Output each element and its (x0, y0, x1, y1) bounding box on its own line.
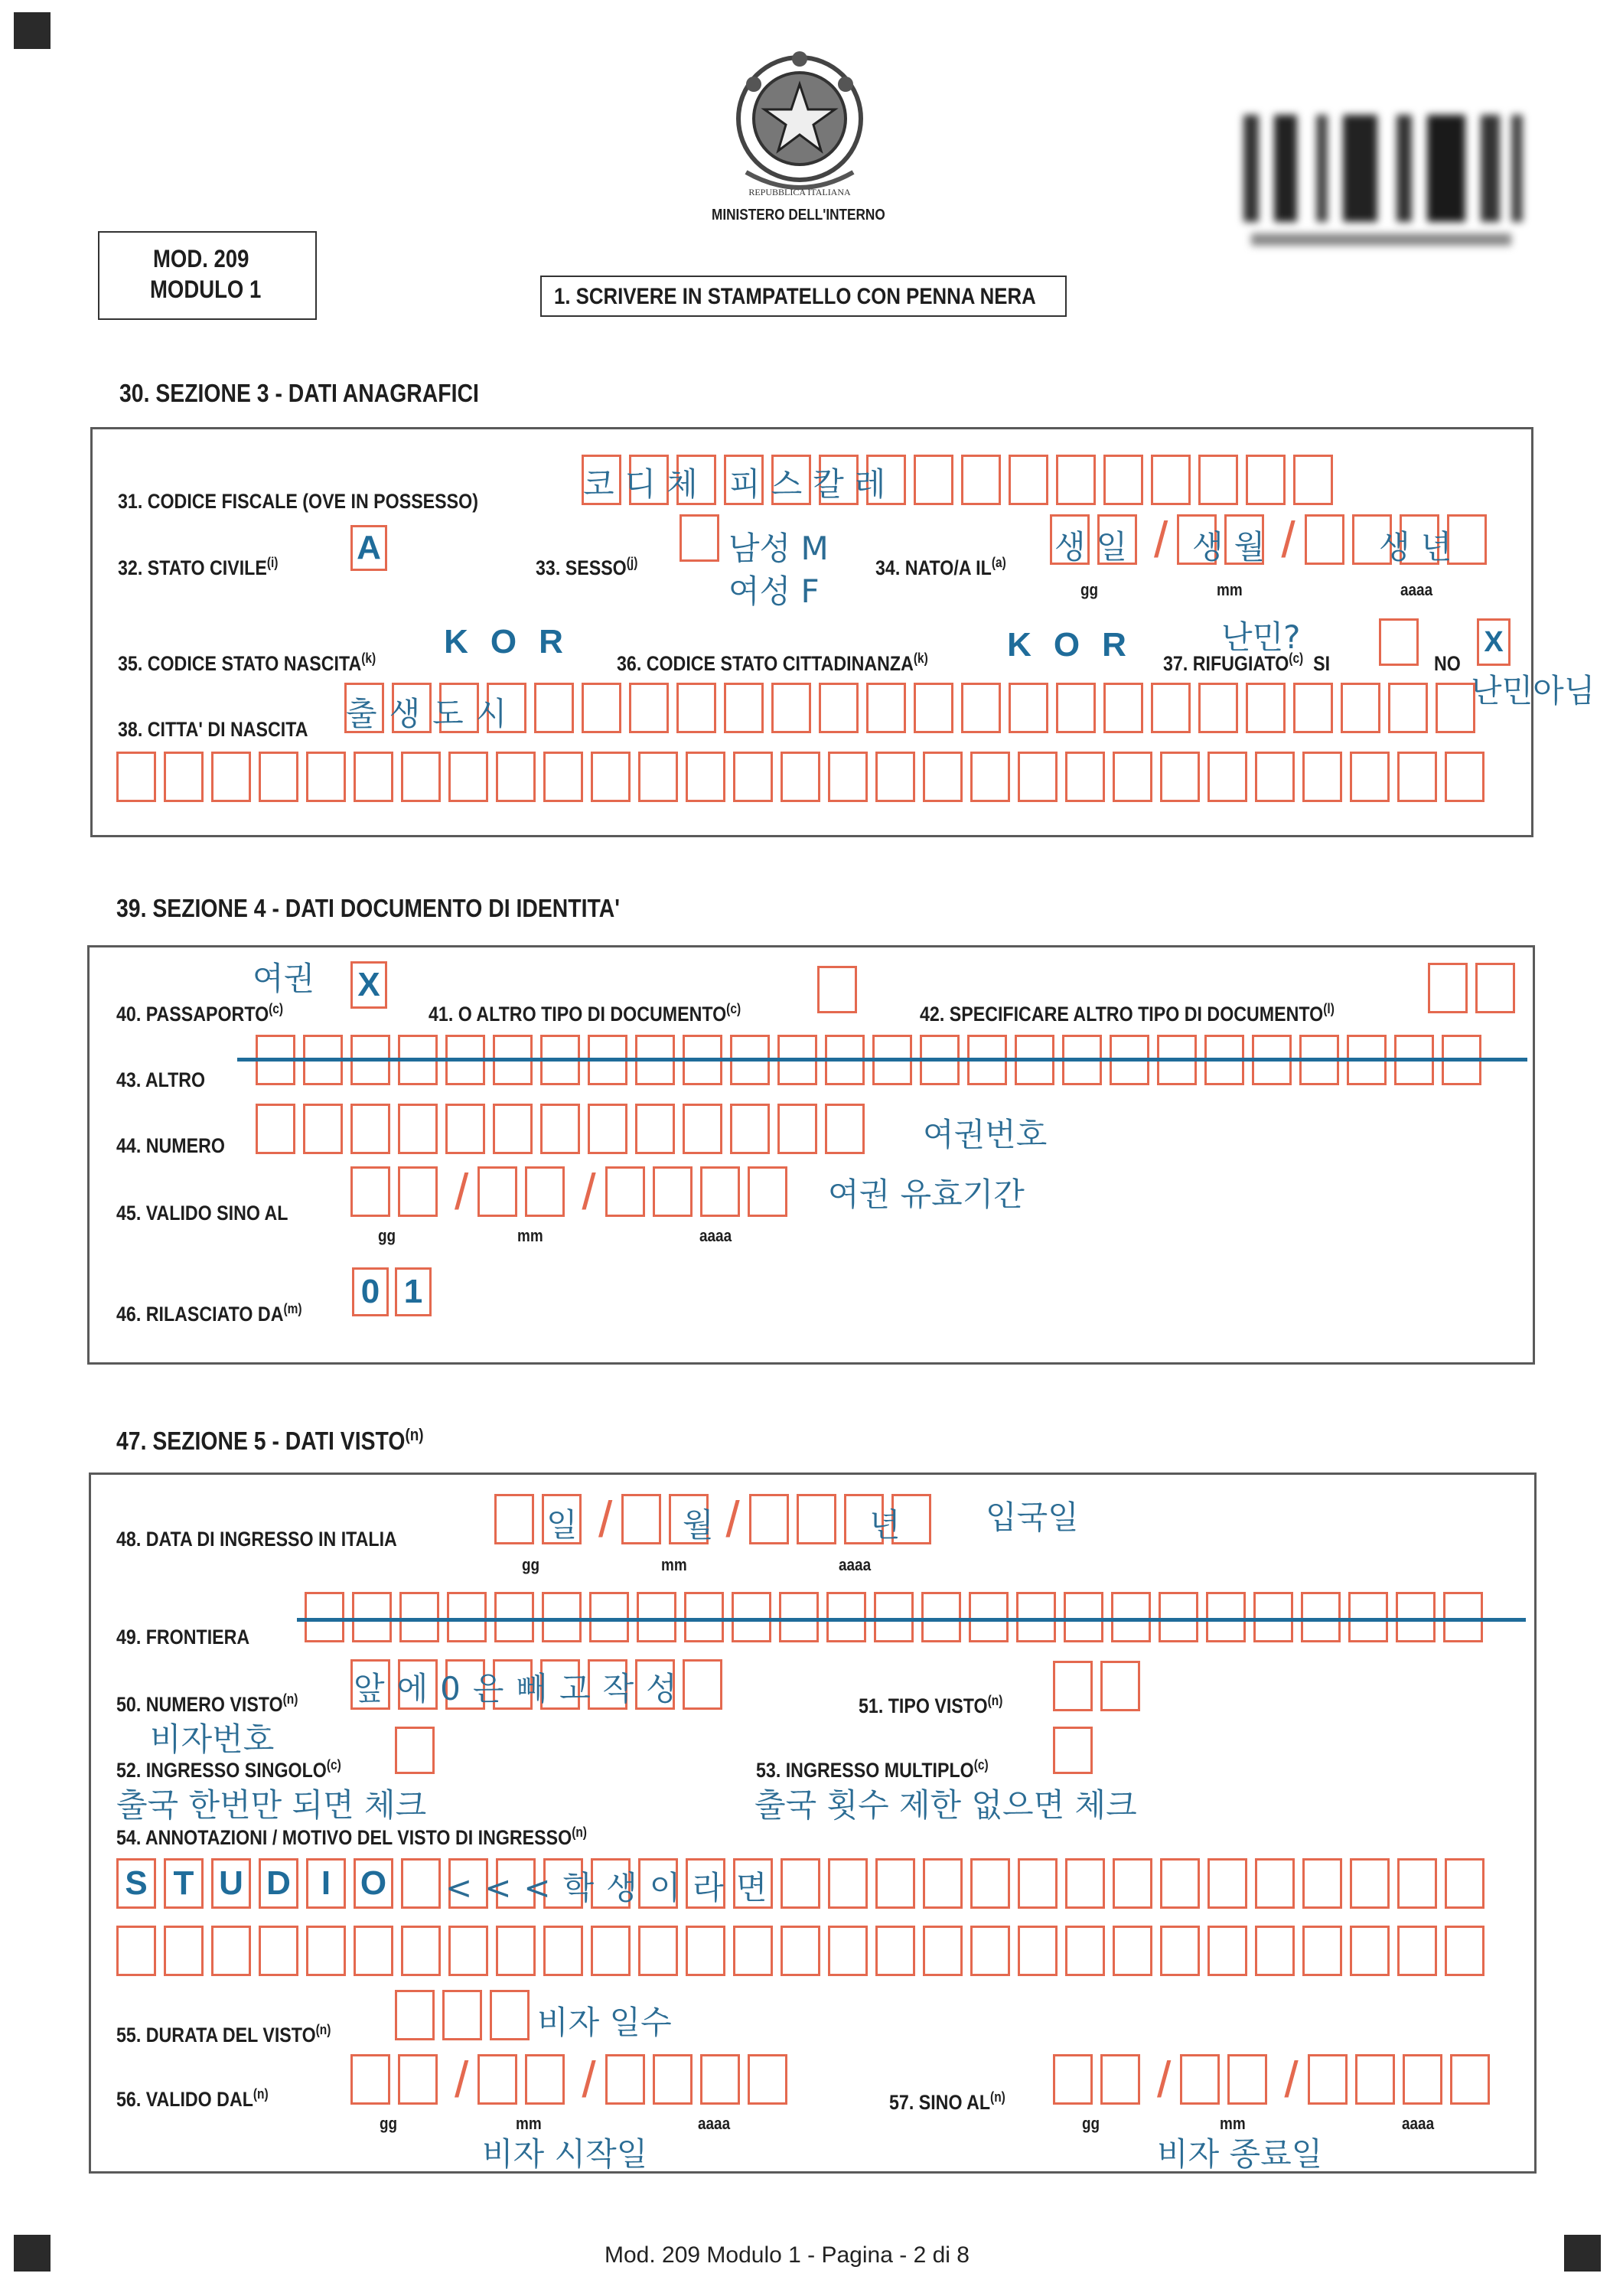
numero-label: 44. NUMERO (116, 1134, 225, 1157)
svg-text:REPUBBLICA ITALIANA: REPUBBLICA ITALIANA (748, 187, 851, 197)
registration-mark-bottom-left (14, 2235, 51, 2272)
valido-dal-unit-month: mm (516, 2114, 542, 2133)
altro-tipo-box[interactable] (817, 966, 865, 1013)
valido-sino-label: 45. VALIDO SINO AL (116, 1202, 288, 1225)
valido-sino-unit-day: gg (378, 1226, 396, 1245)
sino-al-boxes[interactable]: / / (1053, 2054, 1498, 2105)
instruction-box (540, 276, 1067, 317)
nato-il-unit-year: aaaa (1400, 580, 1433, 599)
rifugiato-label: 37. RIFUGIATO$^{(c)}$ SI (1163, 651, 1331, 675)
data-ingresso-note-day: 일 (546, 1506, 578, 1544)
nato-il-unit-day: gg (1080, 580, 1099, 599)
form-code-line2: MODULO 1 (150, 276, 262, 303)
citta-nascita-note: 출생도시 (346, 695, 520, 732)
tipo-visto-boxes[interactable] (1053, 1661, 1148, 1711)
valido-dal-note: 비자 시작일 (482, 2135, 648, 2173)
sino-al-unit-day: gg (1082, 2114, 1100, 2133)
nato-il-note-year: 생년 (1379, 528, 1463, 566)
republic-emblem-icon (731, 42, 869, 203)
valido-dal-unit-day: gg (380, 2114, 398, 2133)
rifugiato-si-box[interactable] (1379, 618, 1426, 666)
data-ingresso-unit-year: aaaa (839, 1555, 872, 1574)
numero-visto-note-boxes: 앞에0은빼고작성 (354, 1670, 689, 1707)
data-ingresso-boxes[interactable]: / / (494, 1494, 939, 1544)
passaporto-note: 여권 (253, 960, 315, 997)
nato-il-boxes[interactable]: / / (1050, 514, 1494, 565)
ingresso-multiplo-label: 53. INGRESSO MULTIPLO$^{(c)}$ (756, 1757, 989, 1782)
altro-strike-line (237, 1058, 1527, 1062)
annotazioni-note: <<<학생이라면 (445, 1869, 780, 1906)
codice-stato-cittadinanza-boxes[interactable]: K O R (1007, 626, 1126, 664)
specificare-label: 42. SPECIFICARE ALTRO TIPO DI DOCUMENTO$^{(l)}$ (920, 1001, 1335, 1026)
rifugiato-note-question: 난민? (1221, 618, 1301, 656)
registration-mark-top-left (14, 12, 51, 49)
rilasciato-da-label: 46. RILASCIATO DA$^{(m)}$ (116, 1301, 302, 1326)
passaporto-label: 40. PASSAPORTO$^{(c)}$ (116, 1001, 284, 1026)
data-ingresso-note-month: 월 (683, 1506, 714, 1544)
durata-note: 비자 일수 (537, 2004, 672, 2041)
annotazioni-boxes-row1[interactable]: S T U D I O (116, 1858, 1492, 1909)
valido-dal-unit-year: aaaa (698, 2114, 731, 2133)
sesso-note-male: 남성 M (728, 530, 829, 567)
nato-il-note-day: 생일 (1054, 528, 1139, 566)
sesso-label: 33. SESSO$^{(j)}$ (536, 555, 638, 579)
sino-al-note: 비자 종료일 (1157, 2135, 1323, 2173)
frontiera-label: 49. FRONTIERA (116, 1626, 250, 1649)
codice-fiscale-label: 31. CODICE FISCALE (OVE IN POSSESSO) (118, 490, 478, 513)
codice-stato-cittadinanza-label: 36. CODICE STATO CITTADINANZA$^{(k)}$ (617, 651, 928, 675)
codice-stato-nascita-boxes[interactable]: K O R (444, 623, 563, 660)
section4-title: 39. SEZIONE 4 - DATI DOCUMENTO DI IDENTITA' (116, 894, 620, 922)
rifugiato-no-box[interactable]: X (1477, 618, 1518, 666)
valido-sino-note: 여권 유효기간 (828, 1176, 1025, 1213)
data-ingresso-unit-day: gg (522, 1555, 540, 1574)
citta-nascita-label: 38. CITTA' DI NASCITA (118, 718, 308, 741)
altro-label: 43. ALTRO (116, 1068, 206, 1091)
ingresso-multiplo-box[interactable] (1053, 1727, 1100, 1774)
numero-boxes[interactable] (256, 1104, 872, 1154)
rifugiato-note-no: 난민아님 (1471, 672, 1595, 709)
sino-al-unit-year: aaaa (1402, 2114, 1435, 2133)
codice-fiscale-note: 코디체 피스칼레 (583, 465, 897, 503)
tipo-visto-label: 51. TIPO VISTO$^{(n)}$ (859, 1693, 1003, 1717)
ingresso-singolo-label: 52. INGRESSO SINGOLO$^{(c)}$ (116, 1757, 341, 1782)
annotazioni-label: 54. ANNOTAZIONI / MOTIVO DEL VISTO DI INGRESSO$^{(n)}$ (116, 1825, 587, 1849)
frontiera-boxes[interactable] (305, 1592, 1491, 1642)
valido-dal-boxes[interactable]: / / (350, 2054, 795, 2105)
citta-nascita-boxes-row2[interactable] (116, 752, 1492, 802)
numero-note: 여권번호 (923, 1116, 1048, 1153)
data-ingresso-label: 48. DATA DI INGRESSO IN ITALIA (116, 1528, 397, 1551)
rifugiato-no-label: NO (1434, 652, 1461, 675)
sino-al-label: 57. SINO AL$^{(n)}$ (889, 2089, 1005, 2114)
nato-il-label: 34. NATO/A IL$^{(a)}$ (875, 555, 1006, 579)
registration-mark-bottom-right (1564, 2235, 1601, 2272)
valido-sino-boxes[interactable]: / / (350, 1166, 795, 1217)
ingresso-singolo-note: 출국 한번만 되면 체크 (116, 1786, 427, 1824)
codice-stato-nascita-label: 35. CODICE STATO NASCITA$^{(k)}$ (118, 651, 376, 675)
stato-civile-box[interactable]: A (350, 525, 395, 571)
ingresso-multiplo-note: 출국 횟수 제한 없으면 체크 (754, 1786, 1137, 1824)
valido-sino-unit-year: aaaa (699, 1226, 732, 1245)
sesso-note-female: 여성 F (728, 572, 820, 610)
ingresso-singolo-box[interactable] (395, 1727, 442, 1774)
rilasciato-da-boxes[interactable]: 0 1 (352, 1267, 439, 1316)
durata-label: 55. DURATA DEL VISTO$^{(n)}$ (116, 2022, 331, 2047)
numero-visto-label: 50. NUMERO VISTO$^{(n)}$ (116, 1691, 298, 1716)
sesso-box[interactable] (680, 514, 727, 562)
specificare-boxes[interactable] (1428, 963, 1523, 1013)
nato-il-unit-month: mm (1217, 580, 1243, 599)
section3-title: 30. SEZIONE 3 - DATI ANAGRAFICI (119, 379, 479, 407)
section5-title: 47. SEZIONE 5 - DATI VISTO$^{(n)}$ (116, 1425, 424, 1455)
valido-dal-label: 56. VALIDO DAL$^{(n)}$ (116, 2086, 269, 2111)
nato-il-note-month: 생월 (1192, 528, 1276, 566)
data-ingresso-unit-month: mm (661, 1555, 687, 1574)
barcode (1243, 115, 1527, 249)
data-ingresso-note-year: 년 (869, 1506, 901, 1544)
frontiera-strike-line (297, 1618, 1526, 1622)
passaporto-box[interactable]: X (350, 961, 395, 1009)
durata-boxes[interactable] (395, 1990, 537, 2040)
form-code-line1: MOD. 209 (153, 245, 249, 272)
annotazioni-boxes-row2[interactable] (116, 1926, 1492, 1976)
form-code-box (98, 231, 317, 320)
sino-al-unit-month: mm (1220, 2114, 1246, 2133)
altro-tipo-label: 41. O ALTRO TIPO DI DOCUMENTO$^{(c)}$ (429, 1001, 741, 1026)
instruction-text: 1. SCRIVERE IN STAMPATELLO CON PENNA NERA (554, 284, 1036, 309)
data-ingresso-note: 입국일 (986, 1499, 1079, 1536)
ministry-name: MINISTERO DELL'INTERNO (712, 207, 885, 223)
page-footer: Mod. 209 Modulo 1 - Pagina - 2 di 8 (605, 2242, 970, 2268)
valido-sino-unit-month: mm (517, 1226, 543, 1245)
stato-civile-label: 32. STATO CIVILE$^{(i)}$ (118, 555, 279, 579)
numero-visto-note: 비자번호 (150, 1720, 275, 1758)
